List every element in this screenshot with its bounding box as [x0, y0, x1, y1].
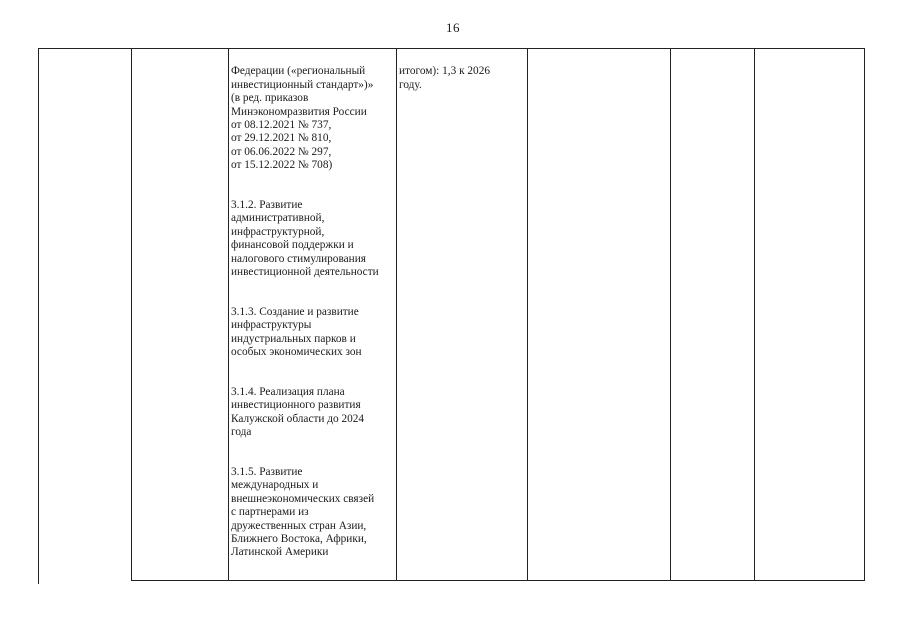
column-divider-6 — [670, 48, 671, 581]
cell-text-item-3-1-2: 3.1.2. Развитие административной, инфраструктурной, финансовой поддержки и налогового стимулирования инвестиционной деятельности — [231, 199, 379, 279]
table-top-border — [38, 48, 865, 49]
cell-text-item-3-1-5: 3.1.5. Развитие международных и внешнеэкономических связей с партнерами из дружественных стран Азии, Ближнего Востока, Африки, Латинской Америки — [231, 465, 375, 559]
cell-text-indicator: итогом): 1,3 к 2026 году. — [399, 65, 490, 91]
column-divider-8 — [864, 48, 865, 581]
column-divider-4 — [396, 48, 397, 581]
cell-indicator — [399, 52, 525, 106]
cell-text-item-3-1-4: 3.1.4. Реализация плана инвестиционного развития Калужской области до 2024 года — [231, 385, 365, 439]
page-number: 16 — [446, 20, 460, 35]
cell-text-item-3-1-3: 3.1.3. Создание и развитие инфраструктуры индустриальных парков и особых экономических зон — [231, 305, 362, 359]
column-divider-5 — [527, 48, 528, 581]
column-divider-1 — [38, 48, 39, 584]
column-divider-2 — [131, 48, 132, 581]
column-divider-7 — [754, 48, 755, 581]
cell-objectives — [231, 52, 394, 573]
cell-text-standard-reference: Федерации («региональный инвестиционный стандарт»)» (в ред. приказов Минэкономразвития России от 08.12.2021 № 737, от 29.12.2021 № 810, от 06.06.2022 № 297, от 15.12.2022 № 708) — [231, 65, 374, 172]
column-divider-3 — [228, 48, 229, 581]
